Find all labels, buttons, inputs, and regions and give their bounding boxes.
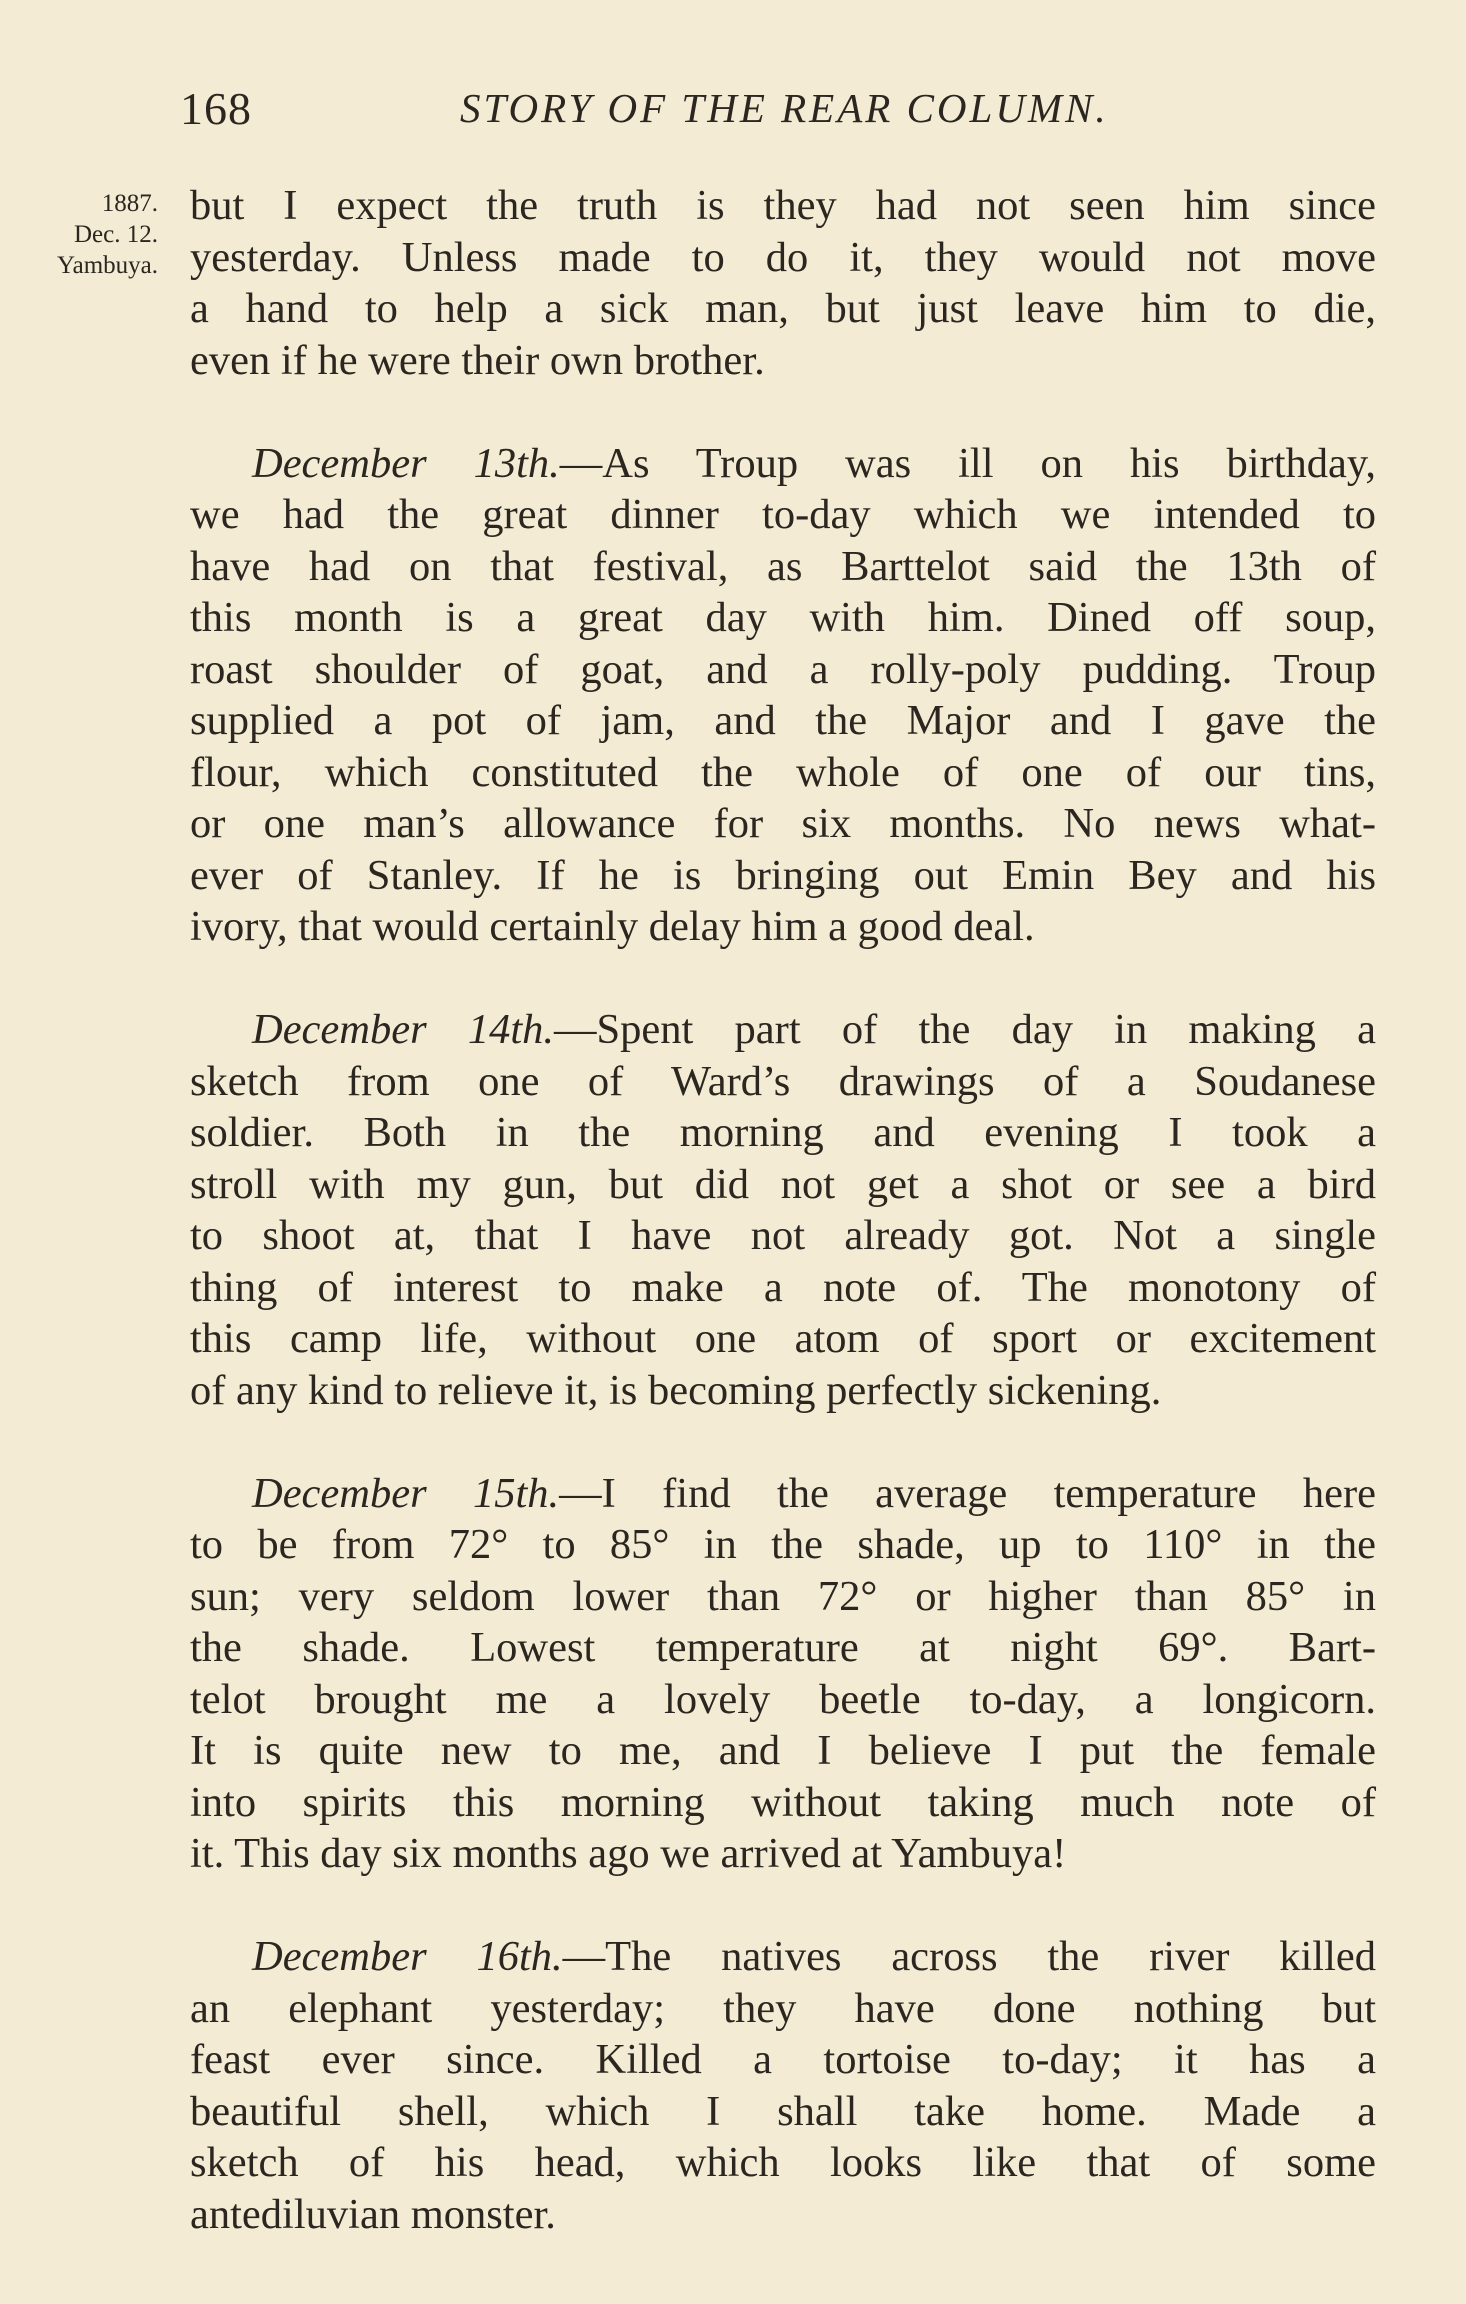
text-line: but I expect the truth is they had not seen him since: [190, 182, 1376, 229]
text-line: ever of Stanley. If he is bringing out Emin Bey and his: [190, 851, 1376, 899]
text-line: roast shoulder of goat, and a rolly-poly pudding. Troup: [190, 645, 1376, 693]
date-lead: December 13th.: [252, 439, 560, 487]
text-line: of any kind to relieve it, is becoming perfectly sickening.: [190, 1366, 1162, 1414]
text-line-first: [190, 438, 1376, 490]
margin-note-year: 1887.: [101, 190, 158, 217]
text-line: sketch from one of Ward’s drawings of a Soudanese: [190, 1057, 1376, 1105]
text-line: flour, which constituted the whole of one of our tins,: [190, 748, 1376, 796]
text-line: stroll with my gun, but did not get a shot or see a bird: [190, 1160, 1376, 1208]
paragraph-december-14: [190, 1004, 1376, 1416]
text-line: the shade. Lowest temperature at night 69°. Bart-: [190, 1624, 1376, 1671]
text-line: into spirits this morning without taking much note of: [190, 1778, 1376, 1826]
text-line: feast ever since. Killed a tortoise to-day; it has a: [190, 2036, 1376, 2083]
text-run: —As Troup was ill on his birthday,: [559, 439, 1376, 487]
text-line: a hand to help a sick man, but just leave him to die,: [190, 285, 1376, 332]
paragraph-december-15: [190, 1468, 1376, 1880]
paragraph-continuation: [190, 180, 1376, 386]
text-line: have had on that festival, as Barttelot said the 13th of: [190, 542, 1376, 590]
text-run: —The natives across the river killed: [562, 1933, 1377, 1980]
text-line-first: [190, 1931, 1376, 1983]
text-line: yesterday. Unless made to do it, they would not move: [190, 233, 1376, 281]
page-number: 168: [180, 83, 252, 134]
text-line: supplied a pot of jam, and the Major and I gave the: [190, 697, 1376, 744]
text-line-first: [190, 1468, 1376, 1520]
text-line: even if he were their own brother.: [190, 336, 765, 384]
paragraph-december-16: [190, 1931, 1376, 2240]
text-line: sketch of his head, which looks like that of some: [190, 2139, 1376, 2186]
running-head: [180, 82, 1380, 142]
text-line: or one man’s allowance for six months. No news what-: [190, 800, 1376, 847]
text-line: an elephant yesterday; they have done nothing but: [190, 1984, 1376, 2032]
body-text: [190, 180, 1376, 2292]
text-line: beautiful shell, which I shall take home. Made a: [190, 2087, 1376, 2135]
date-lead: December 16th.: [252, 1933, 563, 1980]
text-line: antediluvian monster.: [190, 2190, 556, 2238]
margin-note: [0, 188, 158, 281]
date-lead: December 15th.: [252, 1469, 560, 1517]
text-line: thing of interest to make a note of. The monotony of: [190, 1263, 1376, 1311]
text-line: this camp life, without one atom of sport or excitement: [190, 1315, 1376, 1362]
margin-note-date: Dec. 12.: [74, 221, 158, 248]
text-line: It is quite new to me, and I believe I put the female: [190, 1727, 1376, 1774]
text-line-first: [190, 1004, 1376, 1056]
text-line: sun; very seldom lower than 72° or higher than 85° in: [190, 1572, 1376, 1620]
text-line: it. This day six months ago we arrived at Yambuya!: [190, 1830, 1067, 1877]
text-line: telot brought me a lovely beetle to-day, a longicorn.: [190, 1675, 1376, 1723]
text-line: soldier. Both in the morning and evening I took a: [190, 1109, 1376, 1156]
paragraph-december-13: [190, 438, 1376, 953]
date-lead: December 14th.: [252, 1006, 555, 1053]
text-line: to be from 72° to 85° in the shade, up to 110° in the: [190, 1521, 1376, 1568]
text-line: this month is a great day with him. Dined off soup,: [190, 594, 1376, 641]
running-title: STORY OF THE REAR COLUMN.: [460, 85, 1109, 131]
text-line: we had the great dinner to-day which we intended to: [190, 491, 1376, 538]
margin-note-place: Yambuya.: [57, 252, 158, 279]
text-line: to shoot at, that I have not already got. Not a single: [190, 1212, 1376, 1259]
text-run: —Spent part of the day in making a: [554, 1006, 1376, 1053]
text-line: ivory, that would certainly delay him a good deal.: [190, 903, 1035, 950]
text-run: —I find the average temperature here: [559, 1469, 1376, 1517]
